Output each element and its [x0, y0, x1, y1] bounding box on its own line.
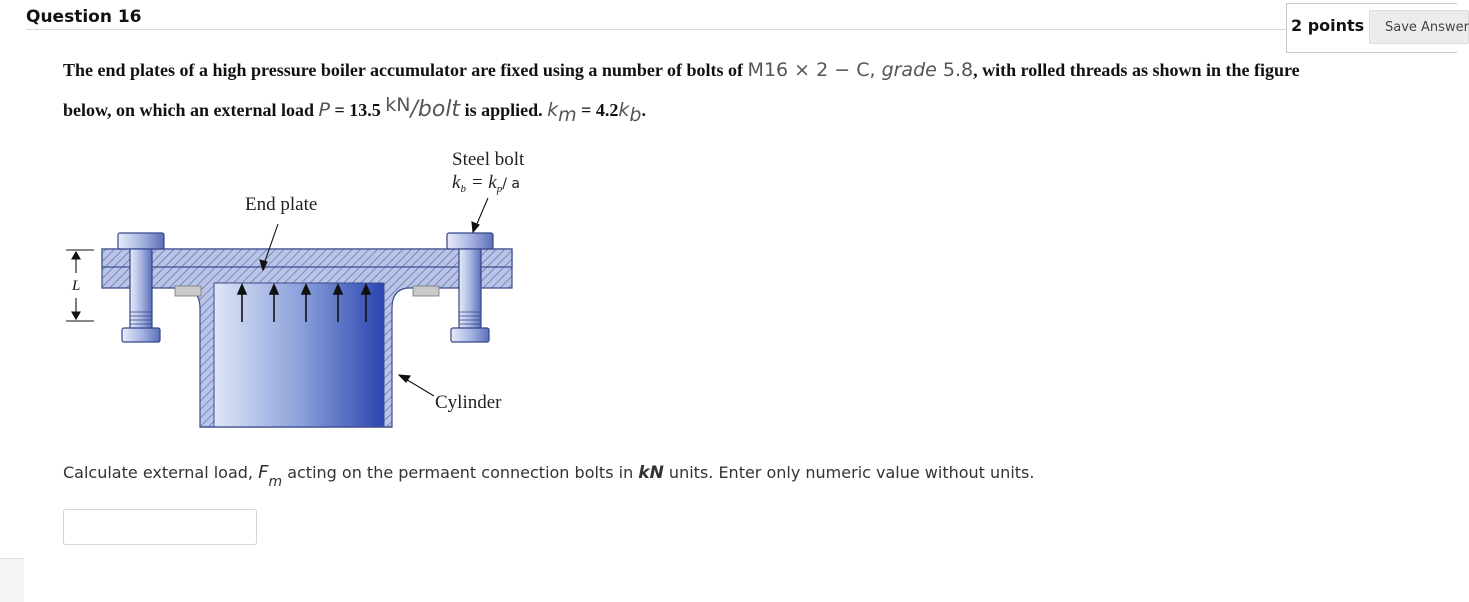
grade-value: 5.8: [936, 59, 974, 81]
unit-denominator: /bolt: [410, 97, 461, 122]
prompt-unit: kN: [638, 463, 664, 483]
prompt-text-2: acting on the permaent connection bolts in: [282, 463, 639, 482]
km-equation: = 4.2: [576, 100, 619, 120]
accumulator-figure: [62, 140, 542, 440]
header-divider: [26, 29, 1288, 30]
save-answer-button[interactable]: Save Answer: [1369, 10, 1469, 44]
bolted-joint-diagram: [62, 140, 542, 440]
label-kb-formula: $k_b = k_p^{/ a}$: [452, 172, 520, 195]
stem-text-1: The end plates of a high pressure boiler accumulator are fixed using a number of bolts of: [63, 60, 748, 80]
bolt-spec: M16 × 2 − C,: [747, 59, 882, 81]
cylinder-interior: [214, 283, 384, 427]
kb-symbol: k: [618, 99, 630, 121]
gasket-left: [175, 286, 201, 296]
question-stem: [63, 53, 1433, 133]
p-symbol: P: [318, 99, 330, 121]
stem-text-3: below, on which an external load: [63, 100, 319, 120]
points-label: 2 points: [1291, 16, 1365, 35]
km-symbol: k: [547, 99, 559, 121]
kb-subscript: b: [629, 104, 642, 126]
question-title: Question 16: [26, 7, 142, 27]
km-subscript: m: [558, 104, 577, 126]
stem-text-2: , with rolled threads as shown in the figure: [973, 60, 1300, 80]
prompt-text-3: units. Enter only numeric value without units.: [663, 463, 1035, 482]
answer-input[interactable]: [63, 509, 257, 545]
gasket-right: [413, 286, 439, 296]
p-equation: = 13.5: [330, 100, 386, 120]
grade-word: grade: [881, 59, 937, 81]
prompt-text-1: Calculate external load,: [63, 463, 259, 482]
left-sidebar-edge: [0, 558, 24, 602]
end-plate: [102, 249, 512, 267]
label-end-plate: End plate: [245, 194, 318, 215]
fm-symbol: F: [258, 462, 269, 483]
stem-text-4: is applied.: [460, 100, 548, 120]
unit-numerator: kN: [385, 94, 411, 116]
label-L: L: [72, 278, 81, 294]
label-cylinder: Cylinder: [435, 392, 502, 413]
question-header: [0, 0, 1469, 52]
label-steel-bolt: Steel bolt: [452, 149, 525, 170]
answer-prompt: [63, 462, 1034, 490]
stem-end: .: [641, 100, 646, 120]
fm-subscript: m: [268, 474, 283, 490]
